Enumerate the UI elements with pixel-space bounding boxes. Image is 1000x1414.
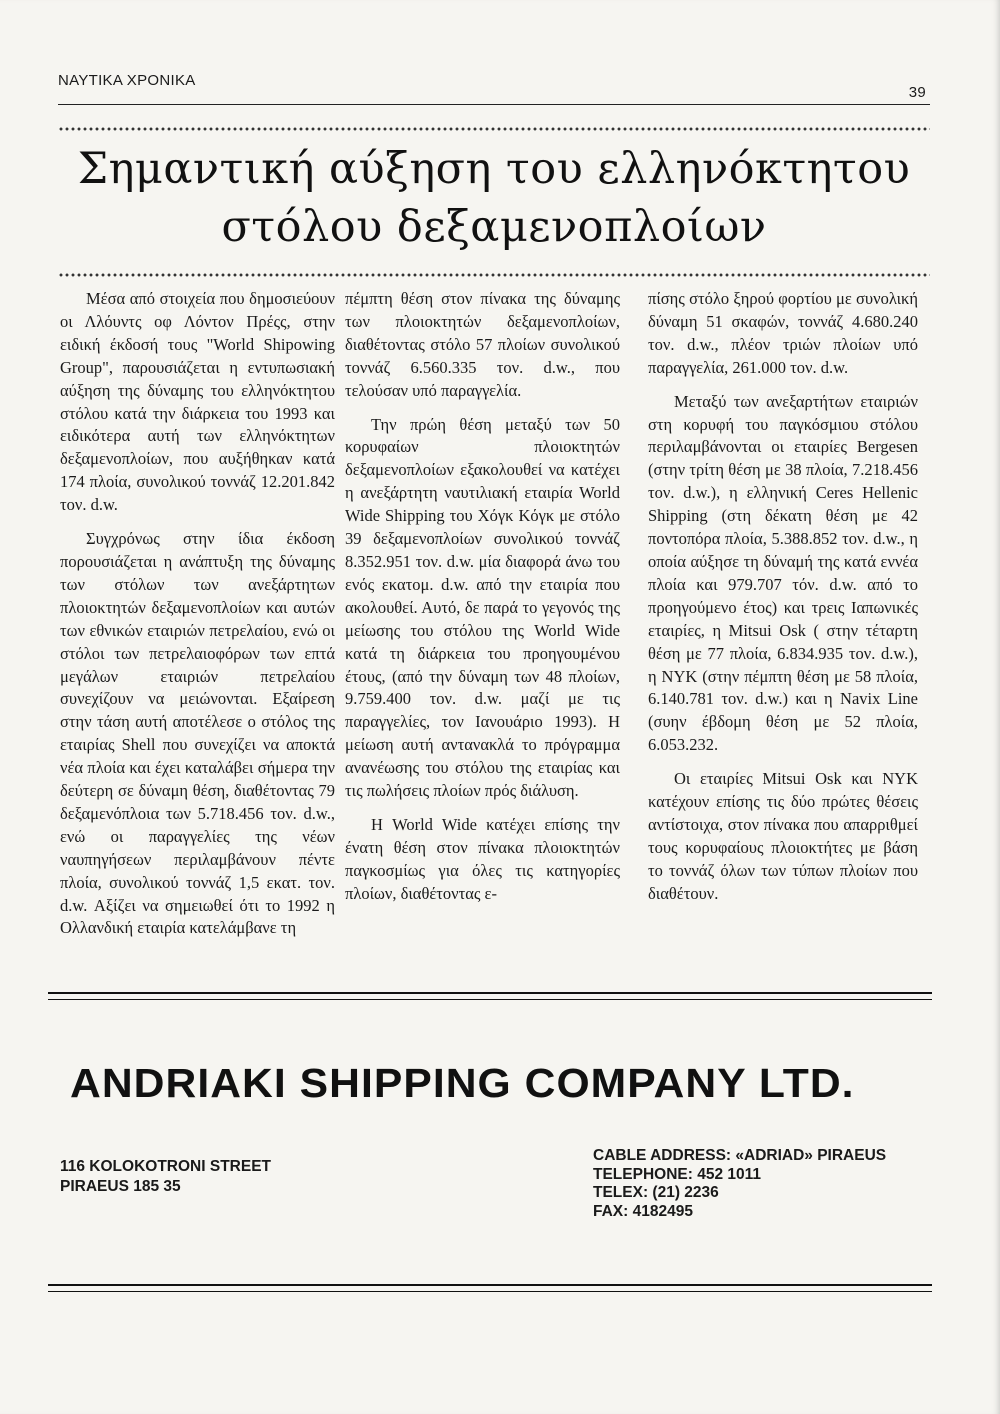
dotted-rule-top — [58, 126, 930, 132]
paragraph: Η World Wide κατέχει επίσης την ένατη θέση στον πίνακα πλοιοκτητών παγκοσμίως για όλες τις κατηγορίες πλοίων, διαθέτοντας ε- — [345, 814, 620, 903]
article-column-2 — [345, 288, 620, 917]
title-line-1: Σημαντική αύξηση του ελληνόκτητου — [77, 144, 911, 194]
running-head — [58, 72, 928, 101]
cable-address: CABLE ADDRESS: «ADRIAD» PIRAEUS — [593, 1147, 887, 1164]
paragraph: Μεταξύ των ανεξαρτήτων εταιριών στη κορυφή του παγκόσμιου στόλου περιλαμβάνονται οι εταιρίες Bergesen (στην τρίτη θέση με 38 πλοία, 7.218.456 τον. d.w.), η ελληνική Ceres Hellenic Shipping (στη δέκατη θέση με 42 ποντοπόρα πλοία, 5.388.852 τον. d.w., η οποία αύξησε τη δύναμή της κατά εννέα πλοία και 979.707 τόν. d.w. από το προηγούμενο έτος) και τρεις Ιαπωνικές εταιρίες, η Mitsui Osk ( στην τέταρτη θέση με 77 πλοία, 6.834.935 τον. d.w.), η NYK (στην πέμπτη θέση με 58 πλοία, 6.140.781 τον. d.w.) και η Navix Line (συην έβδομη θέση με 52 πλοία, 6.053.232. — [648, 391, 918, 755]
ad-company-name: ANDRIAKI SHIPPING COMPANY LTD. — [70, 1060, 855, 1106]
paragraph: πέμπτη θέση στον πίνακα της δύναμης των πλοιοκτητών δεξαμενοπλοίων, διαθέτοντας στόλο 57 πλοίων συνολικού τοννάζ 6.560.335 τον. d.w., που τελούσαν υπό παραγγελία. — [345, 289, 620, 400]
paragraph: Μέσα από στοιχεία που δημοσιεύουν οι Λλόυντς οφ Λόντον Πρέςς, στην ειδική έκδοσή τους "World Shipowing Group", παρουσιάζεται η εντυπωσιακή αύξηση της δύναμης του ελληνόκτητου στόλου κατά την διάρκεια του 1993 και ειδικότερα αυτή των ελληνόκτητων δεξαμενοπλοίων, που αυξήθηκαν κατά 174 πλοία, συνολικού τοννάζ 12.201.842 τον. d.w. — [60, 289, 335, 515]
address-city: PIRAEUS 185 35 — [60, 1178, 181, 1195]
ad-rule-bottom — [48, 1284, 932, 1292]
telex: TELEX: (21) 2236 — [593, 1184, 719, 1201]
ad-address — [60, 1157, 271, 1197]
article-title — [60, 140, 928, 256]
magazine-name: ΝΑΥΤΙΚΑ ΧΡΟΝΙΚΑ — [58, 72, 196, 89]
page-number: 39 — [908, 84, 926, 101]
paragraph: Την πρώη θέση μεταξύ των 50 κορυφαίων πλοιοκτητών δεξαμενοπλοίων εξακολουθεί να κατέχει η ανεξάρτητη ναυτιλιακή εταιρία World Wide Shipping του Χόγκ Κόγκ με στόλο 39 δεξαμενοπλοίων συνολικού τοννάζ 8.352.951 τον. d.w. μία διαφορά άνω του ενός εκατομ. d.w. από την εταιρία που ακολουθεί. Αυτό, δε παρά το γεγονός της μείωσης του στόλου της World Wide κατά τη διάρκεια του προηγουμένου έτους, (από την δύναμη των 48 πλοίων, 9.759.400 τον. d.w. μαζί με τις παραγγελίες, τον Ιανουάριο 1993). Η μείωση αυτή αντανακλά το πρόγραμμα ανανέωσης του στόλου της εταιρίας και τις πωλήσεις πλοίων πρός διάλυση. — [345, 414, 620, 801]
ad-contact — [593, 1147, 886, 1221]
fax: FAX: 4182495 — [593, 1202, 693, 1220]
article-column-1 — [60, 288, 335, 951]
address-street: 116 KOLOKOTRONI STREET — [60, 1158, 272, 1175]
article-column-3 — [648, 288, 918, 917]
paragraph: πίσης στόλο ξηρού φορτίου με συνολική δύναμη 51 σκαφών, τοννάζ 4.680.240 τον. d.w., πλέον τριών πλοίων υπό παραγγελία, 261.000 τον. d.w. — [648, 289, 918, 377]
paragraph: Συγχρόνως στην ίδια έκδοση πορουσιάζεται η ανάπτυξη της δύναμης των στόλων των ανεξάρτητων πλοιοκτητών δεξαμενοπλοίων και αυτών των εθνικών εταιριών πετρελαίου, ενώ οι στόλοι των πετρελαιοφόρων των επτά μεγάλων εταιριών πετρελαίου συνεχίζουν να μειώνονται. Εξαίρεση στην τάση αυτή αποτέλεσε ο στόλος της εταιρίας Shell που συνεχίζει να αποκτά νέα πλοία και έχει καταλάβει σήμερα την δεύτερη σε δύναμη θέση, διαθέτοντας 79 δεξαμενόπλοια των 5.718.456 τον. d.w., ενώ οι παραγγελίες της νέων ναυπηγήσεων περιλαμβάνουν πέντε πλοία, συνολικού τοννάζ 1,5 εκατ. τον. d.w. Αξίζει να σημειωθεί ότι το 1992 η Ολλανδική εταιρία κατελάμβανε τη — [60, 529, 335, 938]
ad-rule-top — [48, 992, 932, 1000]
title-line-2: στόλου δεξαμενοπλοίων — [221, 202, 767, 252]
telephone: TELEPHONE: 452 1011 — [593, 1165, 761, 1183]
paragraph: Οι εταιρίες Mitsui Osk και NYK κατέχουν επίσης τις δύο πρώτες θέσεις αντίστοιχα, στον πίνακα που απαρριθμεί τους κορυφαίους πλοιοκτήτες με βάση το τοννάζ όλων των τύπων πλοίων που διαθέτουν. — [648, 769, 918, 903]
dotted-rule-bottom — [58, 272, 930, 278]
header-rule — [58, 104, 930, 105]
